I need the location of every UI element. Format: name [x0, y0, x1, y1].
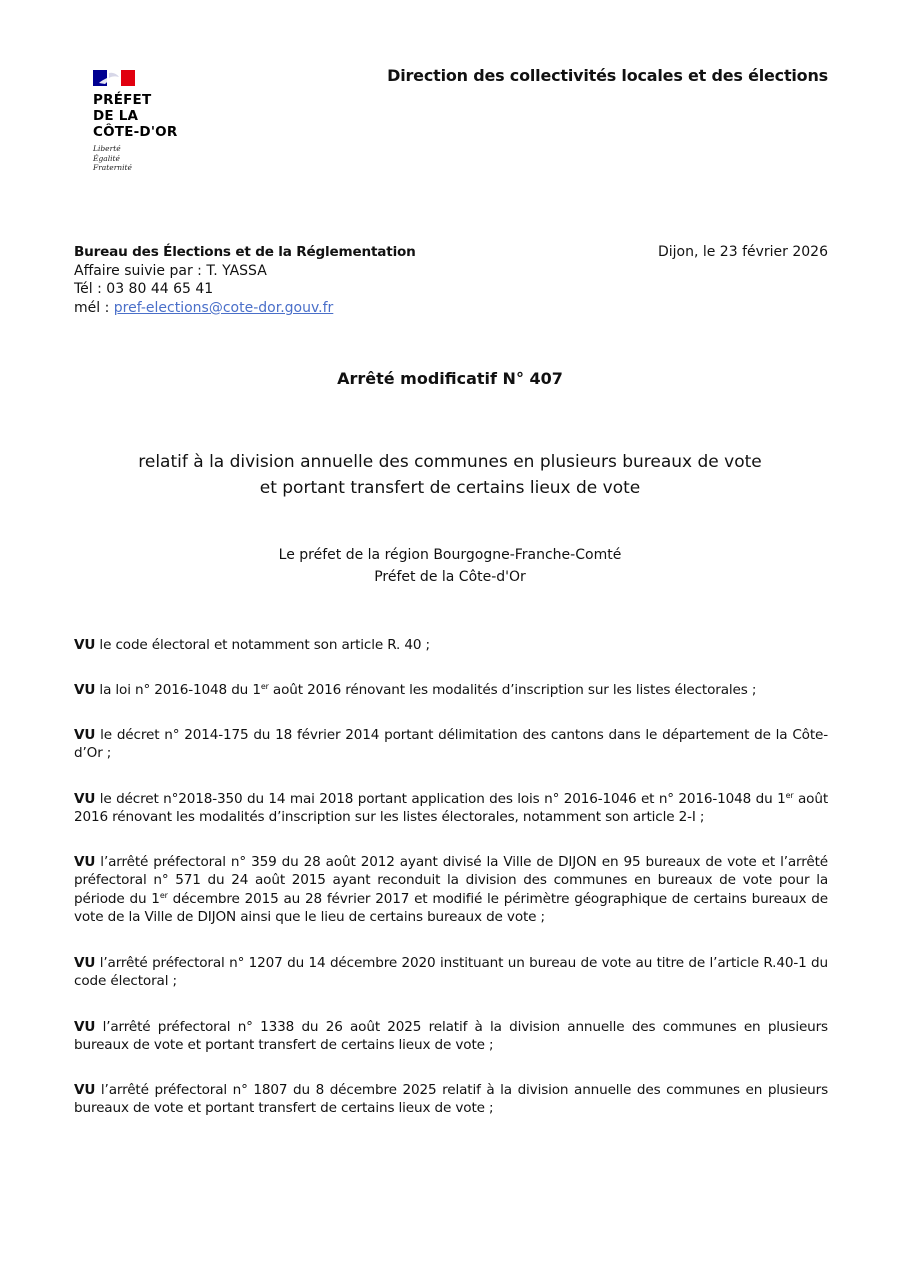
document-date: Dijon, le 23 février 2026 — [657, 244, 828, 260]
vu-keyword: VU — [74, 791, 96, 807]
subtitle-line-2: et portant transfert de certains lieux de vote — [259, 478, 641, 498]
subtitle-line-1: relatif à la division annuelle des communes en plusieurs bureaux de vote — [138, 452, 762, 472]
vu-keyword: VU — [74, 1019, 96, 1035]
vu-clause-3 — [74, 726, 828, 763]
superscript-er: er — [159, 890, 168, 900]
motto-egalite: Égalité — [93, 153, 120, 163]
vu-clause-7 — [74, 1018, 828, 1055]
logo-text — [93, 92, 213, 140]
superscript-er: er — [785, 791, 794, 800]
vu-text: l’arrêté préfectoral n° 1338 du 26 août 2025 relatif à la division annuelle des communes en plusieurs bureaux de vote et portant transfert de certains lieux de vote ; — [74, 1019, 828, 1054]
bureau-title: Bureau des Élections et de la Réglementation — [74, 244, 416, 260]
vu-keyword: VU — [74, 854, 96, 870]
vu-text: août 2016 rénovant les modalités d’inscription sur les listes électorales, notamment son article 2-I ; — [74, 791, 828, 826]
arrete-title: Arrêté modificatif N° 407 — [337, 369, 563, 388]
vu-clause-5 — [74, 853, 828, 926]
logo-line-3: CÔTE-D'OR — [93, 124, 178, 140]
direction-heading: Direction des collectivités locales et des élections — [387, 66, 828, 85]
arrete-subtitle — [0, 449, 900, 501]
vu-text: août 2016 rénovant les modalités d’inscription sur les listes électorales ; — [268, 682, 757, 698]
superscript-er: er — [260, 682, 269, 691]
vu-text: décembre 2015 au 28 février 2017 et modifié le périmètre géographique de certains bureaux de vote de la Ville de DIJON ainsi que le lieu de certains bureaux de vote ; — [74, 890, 828, 925]
motto-fraternite: Fraternité — [93, 163, 132, 172]
vu-text: le code électoral et notamment son article R. 40 ; — [95, 637, 430, 653]
bureau-contact-block — [74, 243, 416, 317]
email-link[interactable]: pref-elections@cote-dor.gouv.fr — [113, 299, 334, 316]
republic-motto — [93, 144, 213, 173]
vu-keyword: VU — [74, 637, 96, 653]
vu-clause-8 — [74, 1081, 828, 1118]
vu-text: l’arrêté préfectoral n° 1207 du 14 décembre 2020 instituant un bureau de vote au titre de l’article R.40-1 du code électoral ; — [74, 955, 828, 990]
vu-keyword: VU — [74, 1082, 96, 1098]
vu-keyword: VU — [74, 727, 96, 743]
vu-text: l’arrêté préfectoral n° 359 du 28 août 2012 ayant divisé la Ville de DIJON en 95 bureaux de vote et l’arrêté préfectoral n° 571 du 24 août 2015 ayant reconduit la division des communes en bureaux de vote pour la période du 1 — [74, 854, 828, 907]
marianne-flag-icon — [93, 70, 135, 86]
prefet-block — [0, 545, 900, 588]
vu-keyword: VU — [74, 955, 96, 971]
logo-line-1: PRÉFET — [93, 92, 152, 108]
vu-keyword: VU — [74, 682, 96, 698]
prefet-line-2: Préfet de la Côte-d'Or — [374, 568, 526, 585]
vu-clause-1 — [74, 636, 828, 654]
vu-text: le décret n°2018-350 du 14 mai 2018 portant application des lois n° 2016-1046 et n° 2016-1048 du 1 — [95, 791, 786, 807]
email-line — [74, 299, 416, 318]
email-label: mél : — [74, 299, 114, 316]
vu-clause-2 — [74, 681, 828, 699]
vu-text: le décret n° 2014-175 du 18 février 2014 portant délimitation des cantons dans le département de la Côte-d’Or ; — [74, 727, 828, 762]
vu-clause-4 — [74, 790, 828, 827]
vu-clause-6 — [74, 954, 828, 991]
telephone: Tél : 03 80 44 65 41 — [74, 281, 214, 298]
logo-line-2: DE LA — [93, 108, 139, 124]
motto-liberte: Liberté — [93, 144, 121, 153]
vu-text: la loi n° 2016-1048 du 1 — [95, 682, 261, 698]
prefecture-logo — [93, 70, 213, 173]
affaire-suivie: Affaire suivie par : T. YASSA — [74, 262, 267, 279]
vu-text: l’arrêté préfectoral n° 1807 du 8 décembre 2025 relatif à la division annuelle des communes en plusieurs bureaux de vote et portant transfert de certains lieux de vote ; — [74, 1082, 828, 1117]
prefet-line-1: Le préfet de la région Bourgogne-Franche-Comté — [278, 547, 622, 563]
